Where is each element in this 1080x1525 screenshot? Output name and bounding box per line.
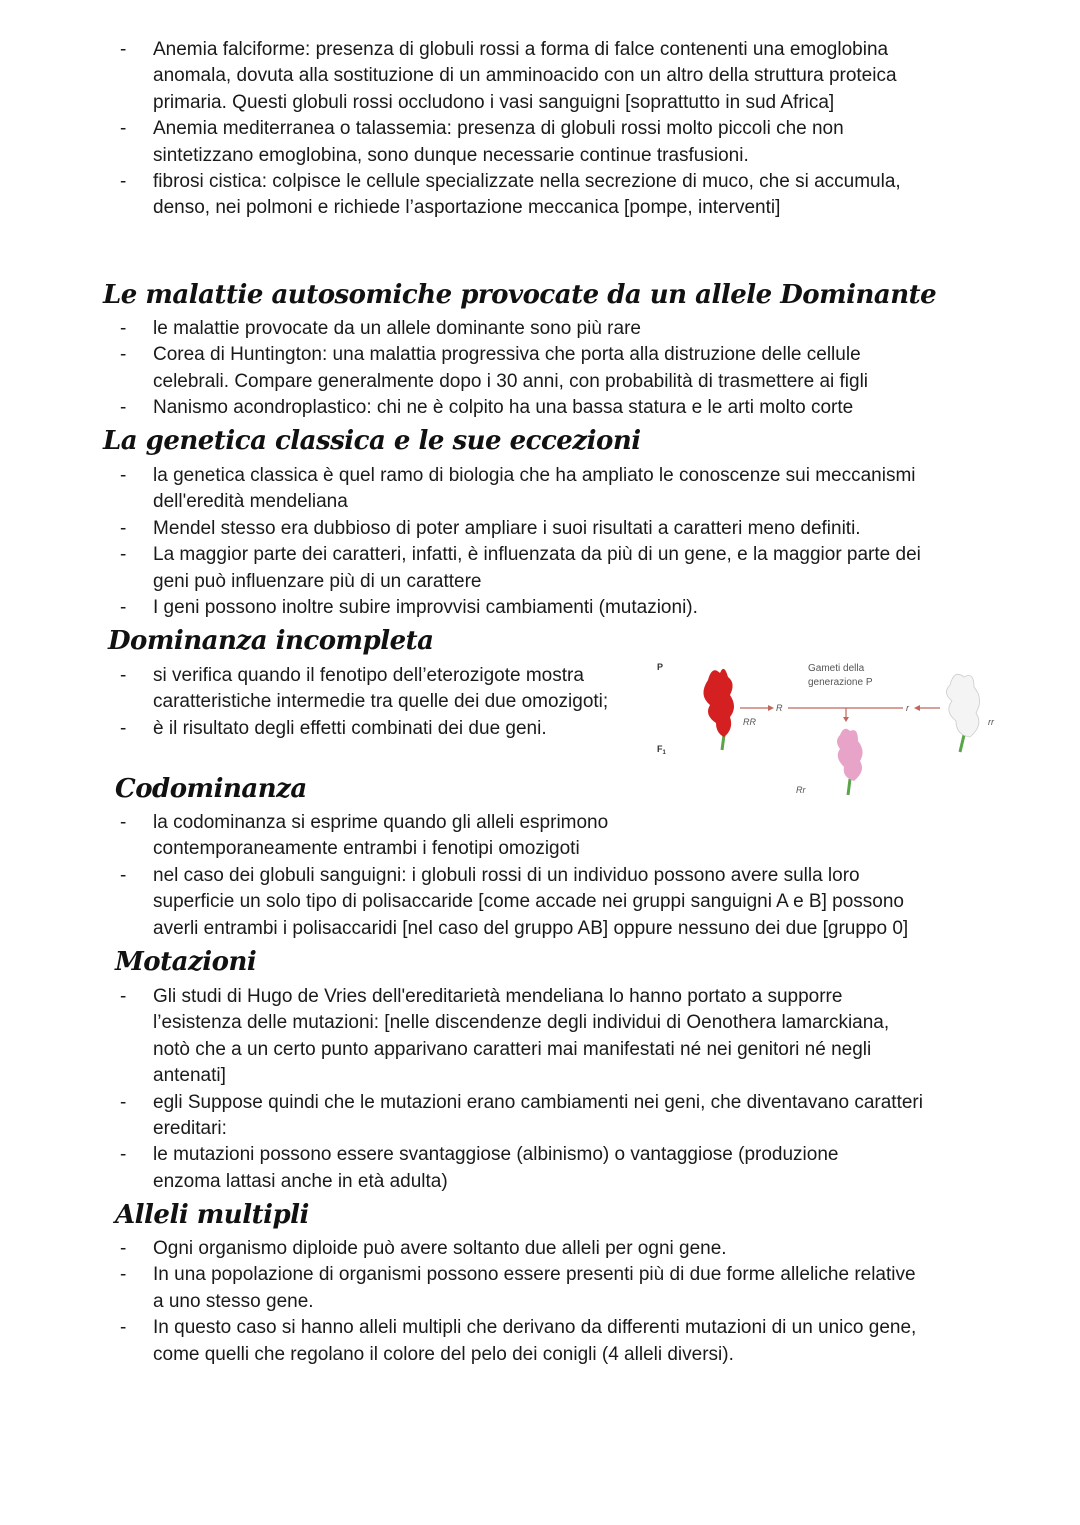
section-heading: Le malattie autosomiche provocate da un allele Dominante [103, 280, 937, 310]
bullet-dash: - [120, 171, 127, 193]
item-text-line: primaria. Questi globuli rossi occludono i vasi sanguigni [soprattutto in sud Africa] [153, 91, 835, 113]
item-text-line: Gli studi di Hugo de Vries dell'ereditarietà mendeliana lo hanno portato a supporre [153, 986, 843, 1007]
rr-dominant-label: RR [743, 717, 756, 727]
item-text-line: le mutazioni possono essere svantaggiose (albinismo) o vantaggiose (produzione [153, 1144, 839, 1166]
bullet-dash: - [120, 1264, 127, 1286]
list-item [0, 595, 1080, 621]
pink-flower [837, 729, 863, 795]
item-text-line: è il risultato degli effetti combinati dei due geni. [153, 717, 547, 739]
item-text-line: notò che a un certo punto apparivano caratteri mai manifestati né nei genitori né negli [153, 1038, 872, 1060]
list-item [0, 516, 1080, 542]
item-text-line: fibrosi cistica: colpisce le cellule specializzate nella secrezione di muco, che si accumula, [153, 171, 901, 193]
r-dominant-label: R [776, 703, 783, 713]
bullet-dash: - [120, 864, 127, 886]
item-text-line: a uno stesso gene. [153, 1290, 314, 1312]
bullet-list [0, 37, 1080, 222]
item-text-line: superficie un solo tipo di polisaccaride [come accade nei gruppi sanguigni A e B] possono [153, 891, 904, 913]
bullet-dash: - [120, 1144, 127, 1166]
item-text-line: Corea di Huntington: una malattia progressiva che porta alla distruzione delle cellule [153, 344, 861, 366]
item-text-line: nel caso dei globuli sanguigni: i globuli rossi di un individuo possono avere sulla loro [153, 864, 860, 886]
list-item [0, 1262, 1080, 1315]
list-item [0, 1090, 1080, 1143]
gametes-label-2: generazione P [808, 677, 873, 688]
item-text-line: caratteristiche intermedie tra quelle dei due omozigoti; [153, 691, 609, 713]
list-item [0, 810, 1080, 863]
item-text-line: egli Suppose quindi che le mutazioni erano cambiamenti nei geni, che diventavano caratteri [153, 1091, 923, 1113]
item-text-line: averli entrambi i polisaccaridi [nel caso del gruppo AB] oppure nessuno dei due [gruppo 0] [153, 917, 909, 939]
bullet-list [0, 984, 1080, 1195]
section-heading: Motazioni [115, 947, 257, 977]
incomplete-dominance-figure [650, 655, 1020, 805]
rr-recessive-label: rr [988, 717, 994, 727]
bullet-dash: - [120, 39, 127, 60]
bullet-dash: - [120, 1317, 127, 1339]
bullet-list [0, 316, 1080, 422]
list-item [0, 542, 1080, 595]
bullet-dash: - [120, 665, 127, 686]
item-text-line: la genetica classica è quel ramo di biologia che ha ampliato le conoscenze sui meccanismi [153, 465, 916, 486]
item-text-line: si verifica quando il fenotipo dell’eterozigote mostra [153, 665, 584, 686]
item-text-line: le malattie provocate da un allele dominante sono più rare [153, 318, 641, 339]
section-heading: Codominanza [115, 774, 307, 804]
item-text-line: enzoma lattasi anche in età adulta) [153, 1170, 448, 1192]
item-text-line: sintetizzano emoglobina, sono dunque necessarie continue trasfusioni. [153, 144, 749, 166]
bullet-dash: - [120, 812, 127, 833]
item-text-line: I geni possono inoltre subire improvvisi cambiamenti (mutazioni). [153, 597, 698, 619]
list-item [0, 395, 1080, 421]
list-item [0, 342, 1080, 395]
bullet-dash: - [120, 597, 127, 619]
item-text-line: In questo caso si hanno alleli multipli che derivano da differenti mutazioni di un unico gene, [153, 1317, 917, 1339]
bullet-dash: - [120, 517, 127, 539]
bullet-dash: - [120, 397, 127, 419]
item-text-line: contemporaneamente entrambi i fenotipi omozigoti [153, 838, 580, 860]
bullet-dash: - [120, 465, 127, 486]
item-text-line: antenati] [153, 1065, 226, 1087]
p-label: P [657, 662, 664, 672]
r-recessive-label: r [906, 703, 909, 713]
bullet-dash: - [120, 986, 127, 1007]
item-text-line: geni può influenzare più di un carattere [153, 570, 482, 592]
f1-label: $F_1$ [657, 744, 666, 756]
section-heading: Alleli multipli [115, 1200, 309, 1230]
item-text-line: In una popolazione di organismi possono essere presenti più di due forme alleliche relative [153, 1264, 916, 1286]
list-item [0, 116, 1080, 169]
bullet-dash: - [120, 344, 127, 366]
bullet-dash: - [120, 717, 127, 739]
list-item [0, 1315, 1080, 1368]
item-text-line: ereditari: [153, 1118, 227, 1140]
gametes-label: Gameti della [808, 663, 865, 674]
rr-hetero-label: Rr [796, 785, 806, 795]
item-text-line: Mendel stesso era dubbioso di poter ampliare i suoi risultati a caratteri meno definiti. [153, 517, 861, 539]
item-text-line: l’esistenza delle mutazioni: [nelle discendenze degli individui di Oenothera lamarckiana, [153, 1012, 890, 1034]
item-text-line: la codominanza si esprime quando gli alleli esprimono [153, 812, 609, 833]
item-text-line: denso, nei polmoni e richiede l’asportazione meccanica [pompe, interventi] [153, 197, 781, 219]
list-item [0, 1236, 1080, 1262]
item-text-line: Ogni organismo diploide può avere soltanto due alleli per ogni gene. [153, 1238, 727, 1259]
item-text-line: Nanismo acondroplastico: chi ne è colpito ha una bassa statura e le arti molto corte [153, 397, 854, 419]
item-text-line: anomala, dovuta alla sostituzione di un amminoacido con un altro della struttura proteica [153, 65, 897, 87]
list-item [0, 169, 1080, 222]
bullet-list [0, 810, 1080, 942]
item-text-line: come quelli che regolano il colore del pelo dei conigli (4 alleli diversi). [153, 1343, 734, 1365]
list-item [0, 984, 1080, 1090]
section-heading: La genetica classica e le sue eccezioni [103, 426, 641, 456]
list-item [0, 37, 1080, 116]
bullet-dash: - [120, 118, 127, 140]
red-flower [703, 669, 734, 750]
list-item [0, 863, 1080, 942]
list-item [0, 316, 1080, 342]
white-flower [946, 674, 979, 752]
item-text-line: Anemia mediterranea o talassemia: presenza di globuli rossi molto piccoli che non [153, 118, 844, 140]
bullet-dash: - [120, 544, 127, 566]
item-text-line: La maggior parte dei caratteri, infatti, è influenzata da più di un gene, e la maggior parte dei [153, 544, 921, 566]
list-item [0, 1142, 1080, 1195]
bullet-list [0, 1236, 1080, 1368]
bullet-dash: - [120, 1238, 127, 1259]
item-text-line: Anemia falciforme: presenza di globuli rossi a forma di falce contenenti una emoglobina [153, 39, 889, 60]
section-heading: Dominanza incompleta [108, 626, 434, 656]
bullet-dash: - [120, 1091, 127, 1113]
item-text-line: celebrali. Compare generalmente dopo i 30 anni, con probabilità di trasmettere ai figli [153, 370, 869, 392]
list-item [0, 463, 1080, 516]
bullet-list [0, 463, 1080, 621]
item-text-line: dell'eredità mendeliana [153, 491, 348, 513]
bullet-dash: - [120, 318, 127, 339]
